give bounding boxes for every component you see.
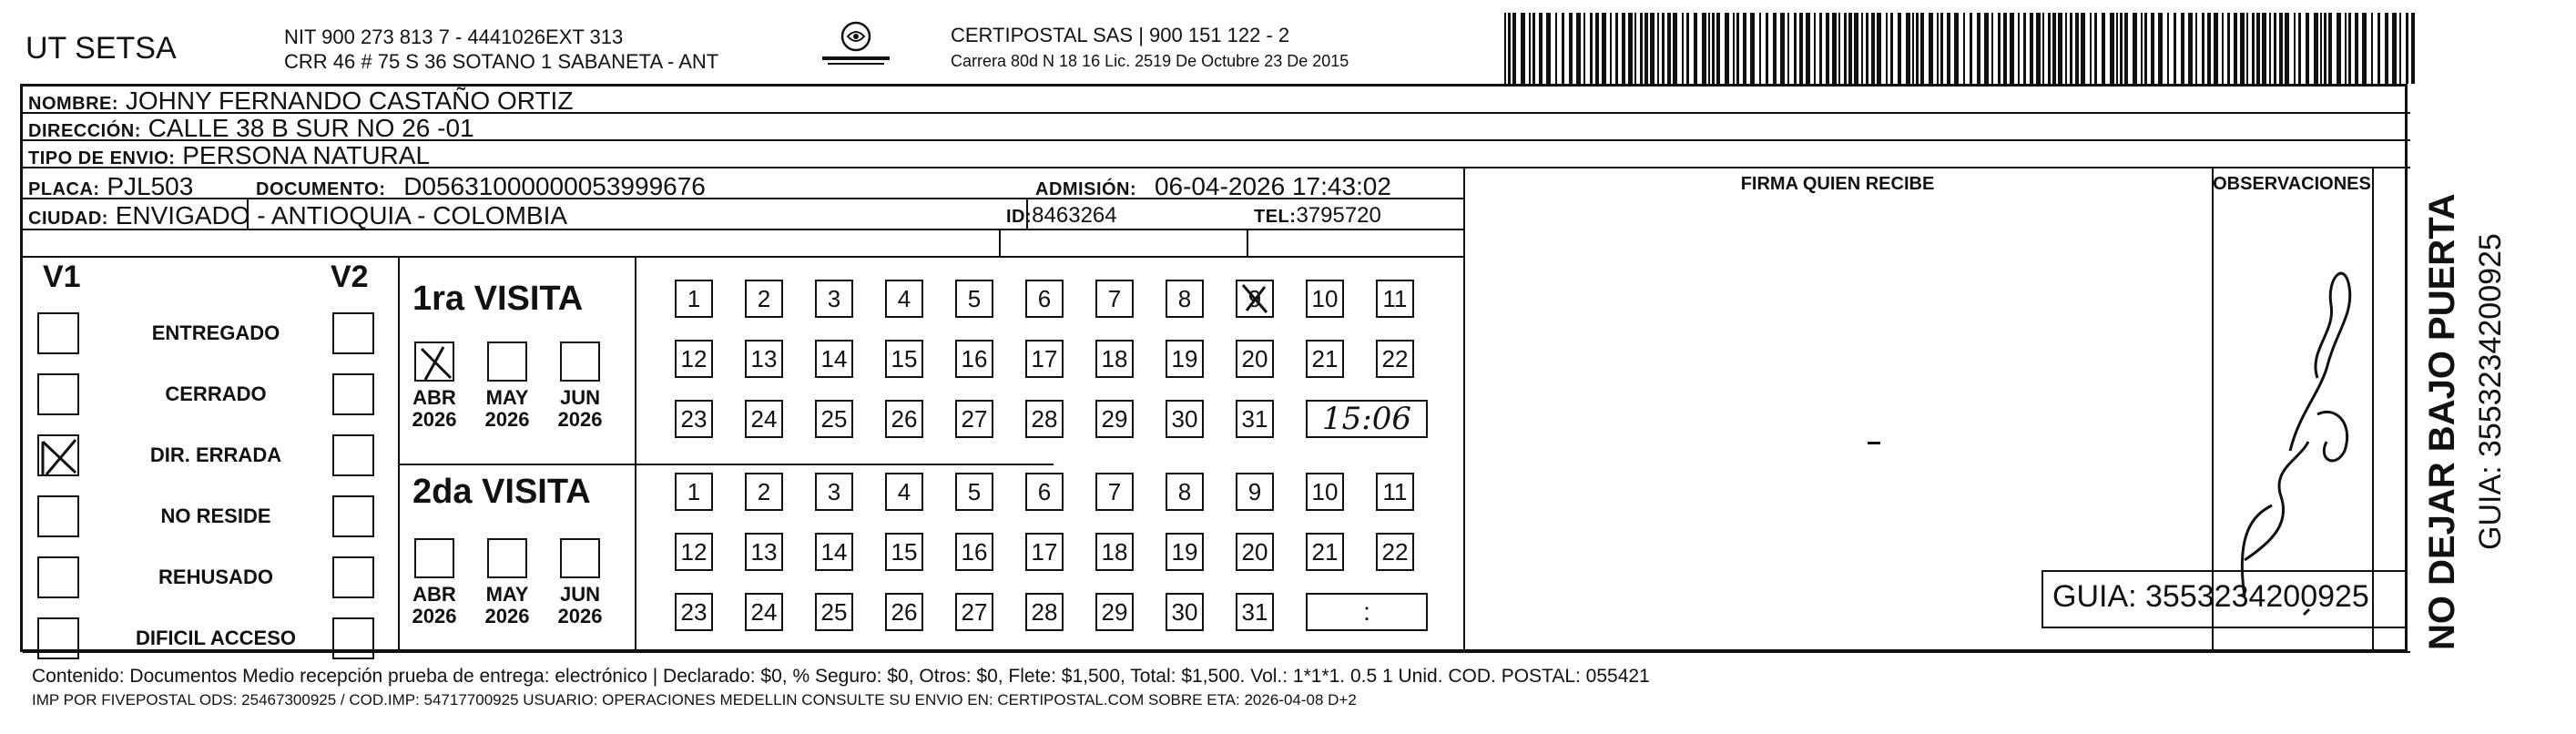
day-number: 9 <box>1247 284 1262 312</box>
barcode-bar <box>2269 13 2271 84</box>
second-day-box[interactable]: 28 <box>1025 593 1064 631</box>
barcode-bar <box>1947 13 1950 84</box>
second-day-box[interactable]: 30 <box>1166 593 1204 631</box>
barcode-bar <box>1733 13 1735 84</box>
first-day-box[interactable]: 18 <box>1095 340 1134 378</box>
first-month-checkbox-2[interactable] <box>487 342 527 382</box>
second-day-box[interactable]: 5 <box>955 473 993 511</box>
barcode-bar <box>1898 13 1901 84</box>
barcode-bar <box>1512 13 1516 84</box>
first-day-box[interactable]: 26 <box>885 400 923 438</box>
admision-field: ADMISIÓN: 06-04-2026 17:43:02 <box>1035 172 1391 200</box>
first-day-box[interactable]: 17 <box>1025 340 1064 378</box>
contents-line: Contenido: Documentos Medio recepción prueba de entrega: electrónico | Declarado: $0, % Seguro: $0, Otros: $0, Flete: $1,500, Total: $1,500. Vol.: 1*1*1. 0.5 1 Unid. COD. POSTAL: 055421 <box>32 666 1650 687</box>
barcode-bar <box>1628 13 1633 84</box>
admision-value: 06-04-2026 17:43:02 <box>1154 172 1391 200</box>
barcode-bar <box>2158 13 2163 84</box>
barcode-bar <box>2306 13 2309 84</box>
first-day-box[interactable]: 21 <box>1306 340 1344 378</box>
barcode-bar <box>1877 13 1881 84</box>
second-month-checkbox-1[interactable] <box>414 538 454 578</box>
barcode <box>1504 13 2419 84</box>
barcode-bar <box>1832 13 1837 84</box>
barcode-bar <box>1716 13 1720 84</box>
second-day-box[interactable]: 3 <box>815 473 853 511</box>
first-month-label: MAY 2026 <box>484 386 530 432</box>
barcode-bar <box>2392 13 2397 84</box>
barcode-bar <box>1906 13 1910 84</box>
id-value: 8463264 <box>1032 203 1117 228</box>
barcode-bar <box>2042 13 2044 84</box>
company-info <box>284 25 718 76</box>
barcode-bar <box>2003 13 2007 84</box>
barcode-bar <box>1644 13 1648 84</box>
first-day-box[interactable]: 16 <box>955 340 993 378</box>
barcode-bar <box>2167 13 2169 84</box>
v1-header: V1 <box>43 260 81 294</box>
barcode-bar <box>1686 13 1689 84</box>
barcode-bar <box>2314 13 2318 84</box>
barcode-bar <box>1662 13 1665 84</box>
barcode-bar <box>2385 13 2388 84</box>
barcode-bar <box>1650 13 1655 84</box>
barcode-bar <box>1854 13 1858 84</box>
second-day-box[interactable]: 23 <box>675 593 713 631</box>
second-day-box[interactable]: 10 <box>1306 473 1344 511</box>
barcode-bar <box>2362 13 2367 84</box>
nit-line: NIT 900 273 813 7 - 4441026EXT 313 <box>284 25 624 48</box>
barcode-bar <box>1773 13 1777 84</box>
barcode-bar <box>1991 13 1993 84</box>
barcode-bar <box>1750 13 1755 84</box>
first-day-box[interactable]: 27 <box>955 400 993 438</box>
barcode-bar <box>2052 13 2056 84</box>
barcode-bar <box>2144 13 2147 84</box>
first-day-box[interactable]: 25 <box>815 400 853 438</box>
barcode-bar <box>2195 13 2197 84</box>
second-day-box[interactable]: 18 <box>1095 533 1134 571</box>
barcode-bar <box>2345 13 2347 84</box>
v2-checkbox-3[interactable] <box>332 434 374 476</box>
shipment-type: PERSONA NATURAL <box>182 141 431 169</box>
barcode-bar <box>2094 13 2097 84</box>
placa-field: PLACA: PJL503 <box>28 172 194 200</box>
barcode-bar <box>1562 13 1564 84</box>
second-day-box[interactable]: 16 <box>955 533 993 571</box>
side-warning: NO DEJAR BAJO PUERTA <box>2422 193 2462 650</box>
printing-line: IMP POR FIVEPOSTAL ODS: 25467300925 / COD.IMP: 54717700925 USUARIO: OPERACIONES MEDELLIN CONSULTE SU ENVIO EN: CERTIPOSTAL.COM SOBRE ETA: 2026-04-08 D+2 <box>32 691 1357 709</box>
first-day-box[interactable]: 3 <box>815 280 853 318</box>
barcode-bar <box>2181 13 2184 84</box>
second-day-box[interactable]: 15 <box>885 533 923 571</box>
first-day-box[interactable]: 31 <box>1236 400 1274 438</box>
barcode-bar <box>1861 13 1863 84</box>
second-visit-title: 2da VISITA <box>412 473 591 511</box>
barcode-bar <box>2133 13 2137 84</box>
barcode-bar <box>1937 13 1939 84</box>
barcode-bar <box>1546 13 1551 84</box>
first-day-box[interactable]: 5 <box>955 280 993 318</box>
barcode-bar <box>2174 13 2176 84</box>
barcode-bar <box>1814 13 1816 84</box>
barcode-bar <box>1708 13 1710 84</box>
barcode-bar <box>2320 13 2322 84</box>
barcode-bar <box>2214 13 2218 84</box>
barcode-bar <box>1826 13 1829 84</box>
second-day-box[interactable]: 12 <box>675 533 713 571</box>
second-day-box[interactable]: 9 <box>1236 473 1274 511</box>
barcode-bar <box>2151 13 2154 84</box>
second-day-box[interactable]: 2 <box>745 473 783 511</box>
first-day-box[interactable]: 12 <box>675 340 713 378</box>
barcode-bar <box>1806 13 1810 84</box>
side-guia: GUIA: 3553234200925 <box>2473 233 2508 550</box>
barcode-bar <box>2065 13 2067 84</box>
barcode-bar <box>2058 13 2062 84</box>
tel-field: TEL:3795720 <box>1254 203 1381 228</box>
ciudad-value: ENVIGADO - ANTIOQUIA - COLOMBIA <box>115 201 568 229</box>
barcode-bar <box>2048 13 2051 84</box>
barcode-bar <box>2102 13 2105 84</box>
second-day-box[interactable]: 27 <box>955 593 993 631</box>
second-day-box[interactable]: 13 <box>745 533 783 571</box>
barcode-bar <box>1521 13 1525 84</box>
cross-mark-icon <box>1236 280 1274 318</box>
barcode-bar <box>1780 13 1785 84</box>
courier-info <box>951 24 1349 71</box>
barcode-bar <box>1838 13 1840 84</box>
first-day-box[interactable]: 24 <box>745 400 783 438</box>
first-visit-time[interactable]: 15:06 <box>1306 400 1428 438</box>
barcode-bar <box>1916 13 1919 84</box>
barcode-bar <box>2355 13 2358 84</box>
barcode-bar <box>2075 13 2079 84</box>
status-label: DIFICIL ACCESO <box>135 627 296 649</box>
barcode-bar <box>1871 13 1875 84</box>
v2-header: V2 <box>331 260 369 294</box>
barcode-bar <box>1725 13 1729 84</box>
barcode-bar <box>1504 13 1506 84</box>
barcode-bar <box>1539 13 1543 84</box>
observaciones-header: OBSERVACIONES <box>2213 174 2371 194</box>
barcode-bar <box>2124 13 2128 84</box>
barcode-bar <box>1929 13 1933 84</box>
tipo-row: TIPO DE ENVIO: PERSONA NATURAL <box>28 141 431 169</box>
v2-checkbox-5[interactable] <box>332 556 374 598</box>
barcode-bar <box>2036 13 2041 84</box>
v2-checkbox-4[interactable] <box>332 495 374 537</box>
barcode-bar <box>2399 13 2401 84</box>
first-day-box[interactable] <box>1236 280 1274 318</box>
first-day-box[interactable]: 30 <box>1166 400 1204 438</box>
barcode-bar <box>2411 13 2415 84</box>
barcode-bar <box>2274 13 2276 84</box>
barcode-bar <box>2222 13 2224 84</box>
second-day-box[interactable]: 24 <box>745 593 783 631</box>
first-day-box[interactable]: 28 <box>1025 400 1064 438</box>
guia-number: GUIA: 3553234200925 <box>2052 579 2369 614</box>
barcode-bar <box>2141 13 2143 84</box>
barcode-bar <box>1794 13 1797 84</box>
first-day-box[interactable]: 6 <box>1025 280 1064 318</box>
second-day-box[interactable]: 14 <box>815 533 853 571</box>
second-day-box[interactable]: 6 <box>1025 473 1064 511</box>
barcode-bar <box>1657 13 1659 84</box>
barcode-bar <box>1759 13 1761 84</box>
status-label: NO RESIDE <box>160 505 271 527</box>
barcode-bar <box>1766 13 1768 84</box>
second-month-label: JUN 2026 <box>557 583 603 628</box>
second-month-label: MAY 2026 <box>484 583 530 628</box>
barcode-bar <box>1743 13 1746 84</box>
id-field: ID:8463264 <box>1006 203 1117 228</box>
barcode-bar <box>2406 13 2408 84</box>
barcode-bar <box>1667 13 1671 84</box>
barcode-bar <box>2120 13 2123 84</box>
first-day-box[interactable]: 15 <box>885 340 923 378</box>
first-month-label: JUN 2026 <box>557 386 603 432</box>
v2-checkbox-1[interactable] <box>332 312 374 354</box>
barcode-bar <box>2256 13 2260 84</box>
v1-checkbox-5[interactable] <box>37 556 79 598</box>
v1-checkbox-3[interactable] <box>37 434 79 476</box>
second-month-checkbox-2[interactable] <box>487 538 527 578</box>
status-label: CERRADO <box>165 382 267 405</box>
barcode-bar <box>2234 13 2237 84</box>
v2-checkbox-6[interactable] <box>332 617 374 659</box>
first-day-box[interactable]: 14 <box>815 340 853 378</box>
documento-field: DOCUMENTO: D05631000000053999676 <box>256 172 706 200</box>
first-day-box[interactable]: 22 <box>1376 340 1414 378</box>
barcode-bar <box>1569 13 1573 84</box>
barcode-bar <box>2081 13 2085 84</box>
barcode-bar <box>1634 13 1636 84</box>
barcode-bar <box>1555 13 1557 84</box>
second-day-box[interactable]: 25 <box>815 593 853 631</box>
delivery-form <box>20 84 2408 709</box>
barcode-bar <box>2298 13 2301 84</box>
nombre-row: NOMBRE: JOHNY FERNANDO CASTAÑO ORTIZ <box>28 87 574 115</box>
address-line: CRR 46 # 75 S 36 SOTANO 1 SABANETA - ANT <box>284 50 719 74</box>
barcode-bar <box>2328 13 2332 84</box>
firma-header: FIRMA QUIEN RECIBE <box>1740 174 1935 194</box>
status-label: REHUSADO <box>158 566 273 588</box>
barcode-bar <box>1702 13 1706 84</box>
first-day-box[interactable]: 10 <box>1306 280 1344 318</box>
barcode-bar <box>2202 13 2204 84</box>
tel-value: 3795720 <box>1296 203 1381 228</box>
second-month-checkbox-3[interactable] <box>560 538 600 578</box>
barcode-bar <box>1694 13 1697 84</box>
first-day-box[interactable]: 8 <box>1166 280 1204 318</box>
first-day-box[interactable]: 23 <box>675 400 713 438</box>
barcode-bar <box>2348 13 2351 84</box>
barcode-bar <box>1622 13 1625 84</box>
barcode-bar <box>1912 13 1914 84</box>
first-month-checkbox-1[interactable] <box>414 342 454 382</box>
barcode-bar <box>2252 13 2255 84</box>
second-day-box[interactable]: 29 <box>1095 593 1134 631</box>
check-mark-icon <box>39 436 81 478</box>
second-day-box[interactable]: 20 <box>1236 533 1274 571</box>
first-day-box[interactable]: 29 <box>1095 400 1134 438</box>
barcode-bar <box>1963 13 1965 84</box>
second-day-box[interactable]: 26 <box>885 593 923 631</box>
second-day-box[interactable]: 22 <box>1376 533 1414 571</box>
placa-value: PJL503 <box>107 172 194 200</box>
barcode-bar <box>1954 13 1959 84</box>
barcode-bar <box>2246 13 2248 84</box>
barcode-bar <box>1576 13 1581 84</box>
barcode-bar <box>2090 13 2092 84</box>
second-day-box[interactable]: 8 <box>1166 473 1204 511</box>
barcode-bar <box>2018 13 2020 84</box>
barcode-bar <box>2110 13 2114 84</box>
barcode-bar <box>2240 13 2245 84</box>
barcode-bar <box>1886 13 1888 84</box>
first-visit-title: 1ra VISITA <box>412 280 584 318</box>
barcode-bar <box>1819 13 1822 84</box>
status-label: ENTREGADO <box>151 321 280 344</box>
second-day-box[interactable]: 1 <box>675 473 713 511</box>
v1-checkbox-2[interactable] <box>37 373 79 415</box>
barcode-bar <box>1595 13 1599 84</box>
first-day-box[interactable]: 11 <box>1376 280 1414 318</box>
second-day-box[interactable]: 31 <box>1236 593 1274 631</box>
first-month-label: ABR 2026 <box>412 386 457 432</box>
barcode-bar <box>1920 13 1924 84</box>
first-day-box[interactable]: 1 <box>675 280 713 318</box>
barcode-bar <box>1799 13 1803 84</box>
second-visit-time[interactable]: : <box>1306 593 1428 631</box>
barcode-bar <box>2030 13 2033 84</box>
first-day-box[interactable]: 4 <box>885 280 923 318</box>
barcode-bar <box>1583 13 1585 84</box>
barcode-bar <box>1890 13 1893 84</box>
v1-checkbox-1[interactable] <box>37 312 79 354</box>
barcode-bar <box>1682 13 1684 84</box>
barcode-bar <box>2377 13 2380 84</box>
barcode-bar <box>1984 13 1989 84</box>
first-day-box[interactable]: 2 <box>745 280 783 318</box>
recipient-address: CALLE 38 B SUR NO 26 -01 <box>148 114 474 142</box>
courier-address: Carrera 80d N 18 16 Lic. 2519 De Octubre 23 De 2015 <box>951 52 1349 71</box>
barcode-bar <box>1736 13 1739 84</box>
company-name: UT SETSA <box>25 31 177 66</box>
second-day-box[interactable]: 19 <box>1166 533 1204 571</box>
barcode-bar <box>1998 13 2001 84</box>
recipient-name: JOHNY FERNANDO CASTAÑO ORTIZ <box>125 87 574 115</box>
stray-mark <box>1868 442 1880 444</box>
check-mark-icon <box>416 343 456 383</box>
first-day-box[interactable]: 7 <box>1095 280 1134 318</box>
second-day-box[interactable]: 11 <box>1376 473 1414 511</box>
barcode-bar <box>2188 13 2193 84</box>
barcode-bar <box>2371 13 2373 84</box>
barcode-bar <box>1940 13 1943 84</box>
second-month-label: ABR 2026 <box>412 583 457 628</box>
barcode-bar <box>1602 13 1606 84</box>
v1-checkbox-6[interactable] <box>37 617 79 659</box>
status-label: DIR. ERRADA <box>149 443 282 466</box>
barcode-bar <box>2262 13 2266 84</box>
barcode-bar <box>1787 13 1789 84</box>
barcode-bar <box>2116 13 2118 84</box>
barcode-bar <box>2337 13 2341 84</box>
barcode-bar <box>2324 13 2327 84</box>
barcode-bar <box>2227 13 2230 84</box>
first-day-box[interactable]: 20 <box>1236 340 1274 378</box>
barcode-bar <box>1977 13 1980 84</box>
ciudad-field: CIUDAD: ENVIGADO - ANTIOQUIA - COLOMBIA <box>28 201 568 229</box>
barcode-bar <box>1508 13 1511 84</box>
barcode-bar <box>1673 13 1677 84</box>
barcode-bar <box>2010 13 2014 84</box>
barcode-bar <box>1640 13 1643 84</box>
barcode-bar <box>1844 13 1847 84</box>
barcode-bar <box>1590 13 1593 84</box>
v1-checkbox-4[interactable] <box>37 495 79 537</box>
barcode-bar <box>1970 13 1972 84</box>
documento-value: D05631000000053999676 <box>403 172 706 200</box>
certipostal-logo-icon <box>815 16 897 69</box>
second-day-box[interactable]: 7 <box>1095 473 1134 511</box>
barcode-bar <box>2279 13 2283 84</box>
first-day-box[interactable]: 19 <box>1166 340 1204 378</box>
barcode-bar <box>2285 13 2289 84</box>
barcode-bar <box>2294 13 2296 84</box>
second-day-box[interactable]: 4 <box>885 473 923 511</box>
barcode-bar <box>1610 13 1612 84</box>
courier-name: CERTIPOSTAL SAS | 900 151 122 - 2 <box>951 24 1290 46</box>
barcode-bar <box>2023 13 2026 84</box>
direccion-row: DIRECCIÓN: CALLE 38 B SUR NO 26 -01 <box>28 114 474 142</box>
barcode-bar <box>1866 13 1868 84</box>
barcode-bar <box>2070 13 2072 84</box>
first-month-checkbox-3[interactable] <box>560 342 600 382</box>
barcode-bar <box>1529 13 1531 84</box>
second-day-box[interactable]: 21 <box>1306 533 1344 571</box>
first-day-box[interactable]: 13 <box>745 340 783 378</box>
barcode-bar <box>1615 13 1618 84</box>
barcode-bar <box>2207 13 2211 84</box>
barcode-bar <box>1532 13 1535 84</box>
barcode-bar <box>1712 13 1715 84</box>
barcode-bar <box>1848 13 1852 84</box>
v2-checkbox-2[interactable] <box>332 373 374 415</box>
second-day-box[interactable]: 17 <box>1025 533 1064 571</box>
